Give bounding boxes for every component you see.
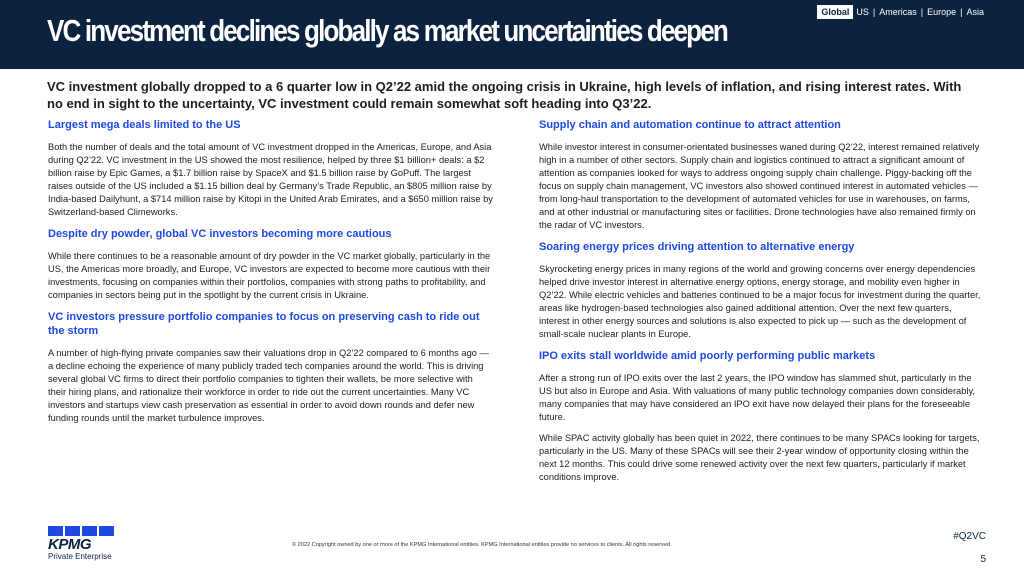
section-paragraph: While investor interest in consumer-orientated businesses waned during Q2’22, interest remained relatively high in a number of other sectors. Supply chain and logistics continued to attract a significant amount of attention as companies looked for ways to address ongoing supply chain challenge. Piggy-backing off the focus on supply chain management, VC investors also showed continued interest in automated vehicles — from long-haul transportation to the development of automated vehicles for use in warehouses, on farms, and at other industrial or manufacturing sites or facilities. Drone technologies have also remained firmly on the radar of VC investors. [539, 141, 980, 231]
logo-boxes [48, 526, 118, 536]
region-tab-global[interactable]: Global [817, 5, 853, 19]
region-separator: | [920, 7, 924, 17]
section-mega-deals [48, 118, 493, 219]
intro-summary: VC investment globally dropped to a 6 quarter low in Q2’22 amid the ongoing crisis in Ukraine, high levels of inflation, and rising interest rates. With no end in sight to the uncertainty, VC investment could remain somewhat soft heading into Q3’22. [47, 79, 962, 111]
section-supply-chain [539, 118, 984, 232]
section-preserving-cash [48, 310, 493, 426]
section-paragraph: Both the number of deals and the total amount of VC investment dropped in the Americas, Europe, and Asia during Q2’22. VC investment in the US showed the most resilience, helped by three $1 billion+ deals: a $2 billion raise by Epic Games, a $1.7 billion raise by SpaceX and $1.5 billion raise by GoPuff. The largest raises outside of the US included a $1.15 billion deal by Germany’s Trade Republic, an $805 million raise by India-based Dailyhunt, a $714 million raise by Kitopi in the United Arab Emirates, and a $650 million raise by Switzerland-based Climeworks. [48, 141, 493, 217]
logo-wordmark: KPMG [48, 536, 91, 553]
section-heading: Soaring energy prices driving attention to alternative energy [539, 241, 855, 254]
section-paragraph: After a strong run of IPO exits over the last 2 years, the IPO window has slammed shut, particularly in the US but also in Europe and Asia. With valuations of many public technology companies down considerably, many companies that may have considered an IPO exit have now delayed their plans for the foreseeable future. [539, 372, 975, 422]
right-column [539, 118, 984, 492]
section-heading: Supply chain and automation continue to attract attention [539, 119, 841, 131]
header-banner [0, 0, 1024, 69]
region-nav [817, 5, 984, 19]
section-heading: VC investors pressure portfolio companies to focus on preserving cash to ride out the storm [48, 310, 480, 338]
kpmg-logo [48, 526, 118, 566]
copyright-notice: © 2022 Copyright owned by one or more of the KPMG International entities. KPMG International entities provide no services to clients. All rights reserved. [292, 542, 672, 548]
page-title: VC investment declines globally as market uncertainties deepen [47, 13, 727, 48]
section-ipo-exits [539, 349, 984, 484]
page-number: 5 [980, 554, 986, 565]
logo-box [65, 526, 80, 536]
logo-box [48, 526, 63, 536]
logo-subtitle: Private Enterprise [48, 552, 112, 561]
region-tab-europe[interactable]: Europe [927, 7, 957, 17]
left-column [48, 118, 493, 434]
logo-box [99, 526, 114, 536]
region-tab-americas[interactable]: Americas [879, 7, 917, 17]
section-dry-powder [48, 227, 493, 302]
region-tab-us[interactable]: US [856, 7, 869, 17]
section-paragraph: While SPAC activity globally has been quiet in 2022, there continues to be many SPACs looking for targets, particularly in the US. Many of these SPACs will see their 2-year window of opportunity closing within the next 12 months. This could drive some renewed activity over the next few quarters, particularly if market conditions improve. [539, 433, 980, 483]
section-paragraph: While there continues to be a reasonable amount of dry powder in the VC market globally, particularly in the US, the Americas more broadly, and Europe, VC investors are expected to become more cautious with their investments, focusing on companies within their portfolios, companies with strong paths to profitability, and companies in sectors being put in the spotlight by the current crisis in Ukraine. [48, 250, 491, 300]
section-paragraph: Skyrocketing energy prices in many regions of the world and growing concerns over energy dependencies helped drive investor interest in alternative energy options, energy storage, and mobility even higher in Q2’22. While electric vehicles and batteries continued to be a major focus for investment during the quarter, areas like hydrogen-based technologies also gained additional attention. Over the next few quarters, interest in other energy sources and solutions is also expected to pick up — such as the development of small-scale nuclear plants in Europe. [539, 263, 981, 340]
region-separator: | [872, 7, 876, 17]
section-energy [539, 240, 984, 341]
hashtag: #Q2VC [953, 531, 986, 542]
region-tab-asia[interactable]: Asia [966, 7, 984, 17]
section-heading: Despite dry powder, global VC investors becoming more cautious [48, 228, 392, 241]
section-heading: IPO exits stall worldwide amid poorly performing public markets [539, 350, 876, 363]
logo-box [82, 526, 97, 536]
section-paragraph: A number of high-flying private companies saw their valuations drop in Q2’22 compared to 6 months ago — a decline echoing the experience of many publicly traded tech companies around the world. This is driving several global VC firms to direct their portfolio companies to tighten their wallets, be more selective with their hiring plans, and rationalize their workforce in order to ride out the current uncertainties. Many VC investors and startups view cash preservation as essential in order to avoid down rounds and defer new funding rounds until the market turbulence improves. [48, 347, 489, 424]
region-separator: | [960, 7, 963, 17]
section-heading: Largest mega deals limited to the US [48, 119, 241, 131]
